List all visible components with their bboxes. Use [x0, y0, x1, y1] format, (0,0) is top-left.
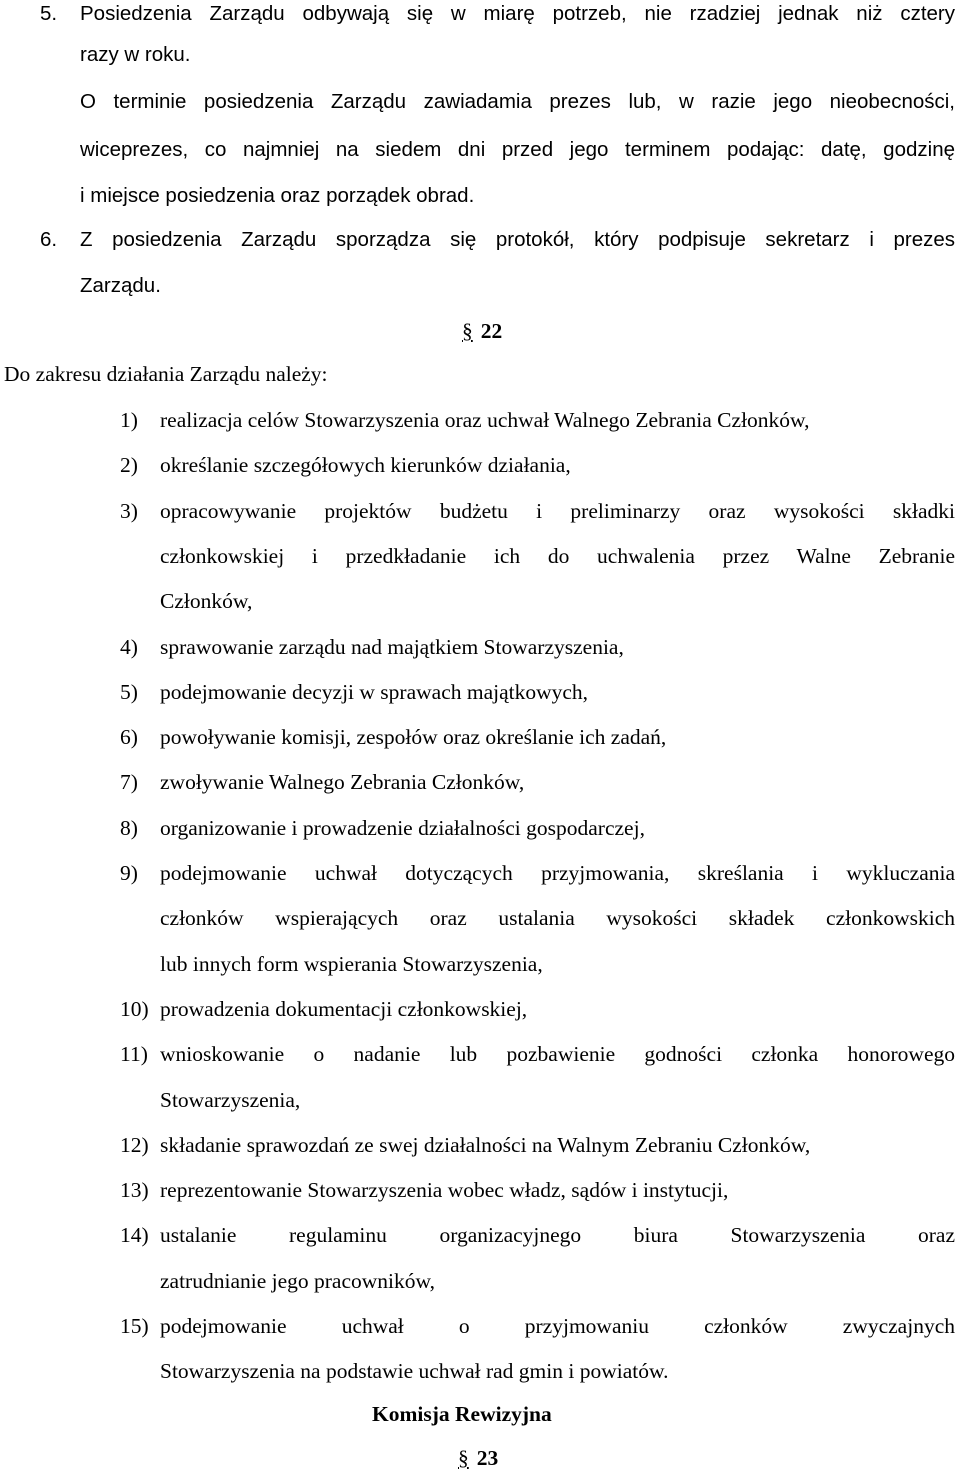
- komisja-heading: Komisja Rewizyjna: [372, 1402, 552, 1426]
- list-item-line: zatrudnianie jego pracowników,: [160, 1268, 436, 1293]
- list-item-number: 9): [120, 861, 138, 885]
- item-6-line-2: Zarządu.: [80, 274, 161, 297]
- list-item-line: Stowarzyszenia na podstawie uchwał rad gmin i powiatów.: [160, 1359, 669, 1384]
- section-symbol: §: [462, 319, 473, 343]
- list-item-line: organizowanie i prowadzenie działalności gospodarczej,: [160, 815, 645, 840]
- list-item-number: 12): [120, 1132, 149, 1157]
- list-item-line: ustalanie regulaminu organizacyjnego biura Stowarzyszenia oraz: [160, 1223, 955, 1248]
- item-5-line-5: i miejsce posiedzenia oraz porządek obrad.: [80, 184, 475, 207]
- list-item-line: Członków,: [160, 589, 253, 614]
- list-item-line: członków wspierających oraz ustalania wysokości składek członkowskich: [160, 906, 955, 931]
- list-item-number: 7): [120, 770, 138, 795]
- list-item-number: 11): [120, 1042, 148, 1067]
- list-item-line: zwoływanie Walnego Zebrania Członków,: [160, 770, 525, 795]
- section-symbol: §: [458, 1446, 469, 1470]
- list-item-line: reprezentowanie Stowarzyszenia wobec władz, sądów i instytucji,: [160, 1178, 729, 1203]
- item-5-line-1: Posiedzenia Zarządu odbywają się w miarę potrzeb, nie rzadziej jednak niż cztery: [80, 2, 955, 25]
- list-item-number: 1): [120, 408, 138, 432]
- list-item-line: powoływanie komisji, zespołów oraz określanie ich zadań,: [160, 725, 667, 750]
- list-item-line: opracowywanie projektów budżetu i preliminarzy oraz wysokości składki: [160, 498, 955, 523]
- list-item-line: określanie szczegółowych kierunków działania,: [160, 453, 571, 478]
- section-number: 22: [480, 319, 503, 343]
- list-item-line: składanie sprawozdań ze swej działalności na Walnym Zebraniu Członków,: [160, 1132, 811, 1157]
- list-item-line: członkowskiej i przedkładanie ich do uchwalenia przez Walne Zebranie: [160, 543, 955, 568]
- item-5-line-4: wiceprezes, co najmniej na siedem dni przed jego terminem podając: datę, godzinę: [80, 138, 955, 161]
- list-item-number: 2): [120, 453, 138, 478]
- list-item-number: 14): [120, 1223, 149, 1248]
- section-number: 23: [476, 1446, 499, 1470]
- section-22-heading: [462, 317, 502, 345]
- list-item-line: wnioskowanie o nadanie lub pozbawienie godności członka honorowego: [160, 1042, 955, 1067]
- list-item-number: 5): [120, 679, 138, 704]
- section-22-lead: Do zakresu działania Zarządu należy:: [4, 362, 328, 386]
- section-23-heading: [458, 1444, 498, 1472]
- item-5-line-3: O terminie posiedzenia Zarządu zawiadamia prezes lub, w razie jego nieobecności,: [80, 90, 955, 113]
- item-6-number: 6.: [40, 228, 58, 251]
- list-item-line: podejmowanie decyzji w sprawach majątkowych,: [160, 679, 589, 704]
- list-item-line: prowadzenia dokumentacji członkowskiej,: [160, 996, 528, 1021]
- list-item-line: sprawowanie zarządu nad majątkiem Stowarzyszenia,: [160, 634, 624, 659]
- list-item-line: podejmowanie uchwał dotyczących przyjmowania, skreślania i wykluczania: [160, 861, 955, 885]
- list-item-number: 13): [120, 1178, 149, 1203]
- list-item-number: 4): [120, 634, 138, 659]
- list-item-number: 8): [120, 815, 138, 840]
- list-item-line: Stowarzyszenia,: [160, 1087, 301, 1112]
- list-item-line: podejmowanie uchwał o przyjmowaniu członków zwyczajnych: [160, 1314, 955, 1338]
- list-item-number: 15): [120, 1314, 149, 1338]
- list-item-number: 6): [120, 725, 138, 750]
- item-5-number: 5.: [40, 2, 58, 25]
- item-6-line-1: Z posiedzenia Zarządu sporządza się protokół, który podpisuje sekretarz i prezes: [80, 228, 955, 251]
- list-item-number: 10): [120, 996, 149, 1021]
- list-item-number: 3): [120, 498, 138, 523]
- list-item-line: lub innych form wspierania Stowarzyszenia,: [160, 951, 543, 976]
- list-item-line: realizacja celów Stowarzyszenia oraz uchwał Walnego Zebrania Członków,: [160, 408, 810, 432]
- item-5-line-2: razy w roku.: [80, 43, 191, 66]
